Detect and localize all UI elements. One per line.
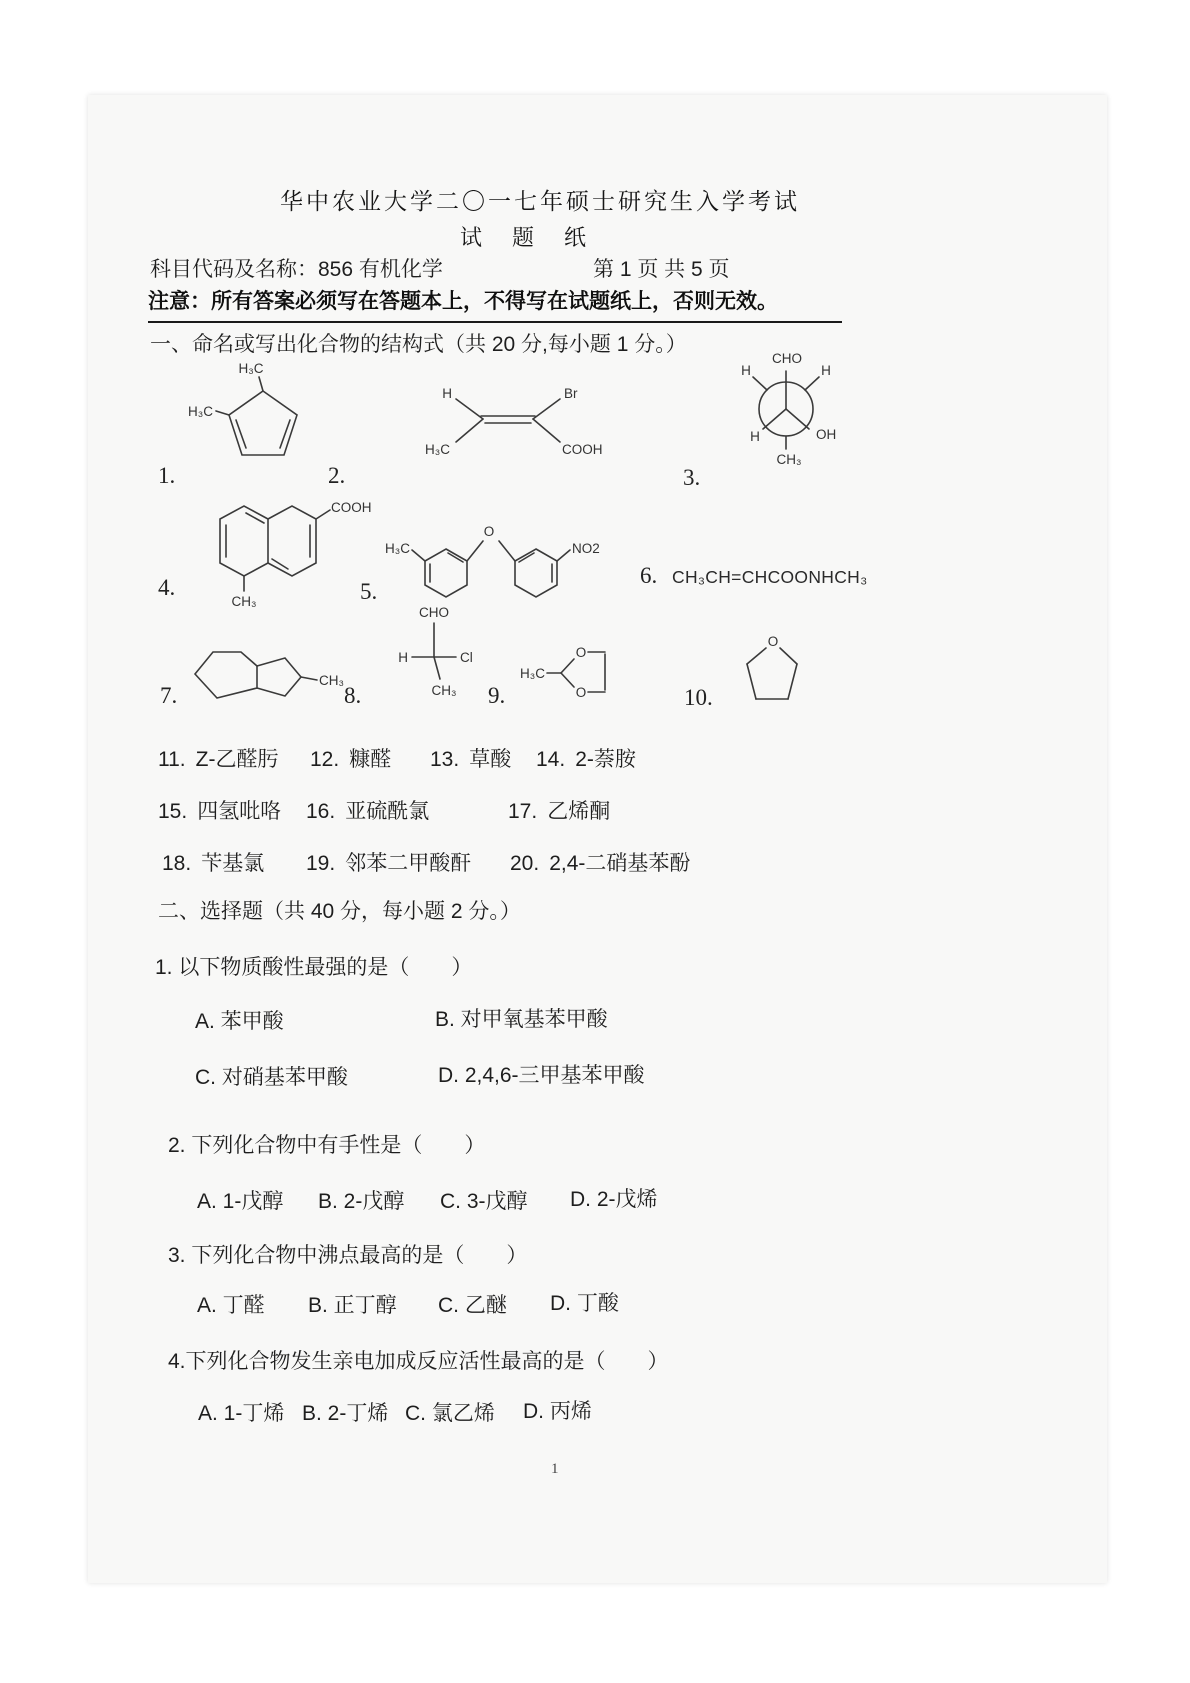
structure-9-diagram-dioxolane (513, 633, 628, 715)
question-4: 4.下列化合物发生亲电加成反应活性最高的是（ ） (168, 1350, 669, 1373)
question-3: 3. 下列化合物中沸点最高的是（ ） (168, 1244, 528, 1267)
item-text: Z-乙醛肟 (195, 748, 279, 771)
named-item-16 (306, 795, 429, 825)
atom-label: H (750, 429, 760, 444)
question-3-option-a: A. 丁醛 (197, 1294, 265, 1317)
structure-10-diagram-thf (733, 631, 811, 715)
item-text: 乙烯酮 (547, 800, 611, 823)
item-number: 18. (162, 852, 192, 875)
item-text: 四氢吡咯 (197, 800, 282, 823)
exam-page (88, 95, 1107, 1583)
exam-notice: 注意：所有答案必须写在答题本上，不得写在试题纸上，否则无效。 (148, 285, 842, 323)
atom-label: H₃C (188, 404, 213, 419)
item-number: 15. (158, 800, 188, 823)
structure-7-diagram-bicyclic (183, 640, 348, 712)
question-1-option-b: B. 对甲氧基苯甲酸 (435, 1008, 608, 1031)
atom-label: H₃C (238, 361, 264, 376)
named-item-20 (510, 847, 690, 877)
question-4-option-c: C. 氯乙烯 (405, 1402, 495, 1425)
item-text: 2,4-二硝基苯酚 (549, 852, 691, 875)
item-number: 11. (158, 748, 186, 771)
structure-2-number: 2. (328, 463, 346, 488)
question-4-option-d: D. 丙烯 (523, 1400, 592, 1423)
named-item-13 (430, 743, 511, 773)
structure-10-number: 10. (684, 685, 713, 710)
page-number: 1 (551, 1461, 559, 1477)
page-title: 华中农业大学二〇一七年硕士研究生入学考试 (280, 188, 800, 214)
question-1-option-a: A. 苯甲酸 (195, 1010, 284, 1033)
item-text: 苄基氯 (201, 852, 265, 875)
item-number: 13. (430, 748, 460, 771)
named-item-18 (162, 847, 264, 877)
structure-8-diagram-fischer (380, 603, 485, 715)
item-number: 19. (306, 852, 336, 875)
named-item-17 (508, 795, 610, 825)
atom-label: COOH (331, 500, 372, 515)
subject-line: 科目代码及名称：856 有机化学 (150, 258, 443, 281)
structure-4-number: 4. (158, 575, 176, 600)
question-4-option-a: A. 1-丁烯 (198, 1402, 285, 1425)
question-2-option-d: D. 2-戊烯 (570, 1188, 658, 1211)
question-1-option-d: D. 2,4,6-三甲基苯甲酸 (438, 1064, 645, 1087)
atom-label: CH₃ (431, 683, 457, 698)
item-number: 16. (306, 800, 336, 823)
structure-5-number: 5. (360, 579, 378, 604)
question-3-option-b: B. 正丁醇 (308, 1294, 397, 1317)
atom-label: H (398, 650, 408, 665)
atom-label: O (575, 685, 587, 700)
page-subtitle: 试题纸 (460, 225, 617, 250)
item-text: 2-萘胺 (575, 748, 636, 771)
atom-label: O (575, 645, 587, 660)
named-item-11 (158, 743, 278, 773)
question-4-option-b: B. 2-丁烯 (302, 1402, 389, 1425)
structure-8-number: 8. (344, 683, 362, 708)
structure-3-number: 3. (683, 465, 701, 490)
named-item-19 (306, 847, 471, 877)
question-1-option-c: C. 对硝基苯甲酸 (195, 1066, 348, 1089)
question-3-option-c: C. 乙醚 (438, 1294, 507, 1317)
section1-heading: 一、命名或写出化合物的结构式（共 20 分,每小题 1 分。） (150, 333, 687, 356)
item-number: 17. (508, 800, 538, 823)
atom-label: H (741, 363, 751, 378)
atom-label: H (442, 386, 452, 401)
item-text: 亚硫酰氯 (345, 800, 430, 823)
atom-label: CH₃ (319, 673, 344, 688)
structure-1-diagram-cyclopentadiene (183, 357, 343, 482)
structure-1-number: 1. (158, 463, 176, 488)
atom-label: CHO (419, 605, 449, 620)
atom-label: CH₃ (776, 452, 802, 467)
atom-label: NO2 (572, 541, 600, 556)
structure-5-diagram-diphenyl-ether (385, 519, 600, 614)
atom-label: H₃C (385, 541, 410, 556)
atom-label: OH (816, 427, 837, 442)
question-2-option-b: B. 2-戊醇 (318, 1190, 405, 1213)
item-text: 糠醛 (349, 748, 392, 771)
named-item-14 (536, 743, 636, 773)
named-item-12 (310, 743, 391, 773)
page-info: 第 1 页 共 5 页 (593, 258, 730, 281)
structure-6-number: 6. (640, 563, 658, 588)
atom-label: O (767, 634, 779, 649)
atom-label: H₃C (520, 666, 545, 681)
item-text: 草酸 (469, 748, 512, 771)
item-text: 邻苯二甲酸酐 (345, 852, 472, 875)
atom-label: H₃C (425, 442, 450, 457)
item-number: 12. (310, 748, 340, 771)
named-item-15 (158, 795, 281, 825)
atom-label: Cl (460, 650, 473, 665)
question-3-option-d: D. 丁酸 (550, 1292, 619, 1315)
question-2-option-c: C. 3-戊醇 (440, 1190, 528, 1213)
structure-3-diagram-newman (716, 345, 856, 480)
section2-heading: 二、选择题（共 40 分，每小题 2 分。） (158, 900, 521, 923)
atom-label: O (483, 524, 495, 539)
structure-9-number: 9. (488, 683, 506, 708)
question-2: 2. 下列化合物中有手性是（ ） (168, 1134, 486, 1157)
structure-6-formula: CH₃CH=CHCOONHCH₃ (672, 567, 868, 587)
atom-label: Br (564, 386, 578, 401)
atom-label: COOH (562, 442, 603, 457)
structure-4-diagram-naphthalene (180, 493, 372, 615)
structure-2-diagram-alkene (388, 380, 603, 470)
atom-label: CHO (772, 351, 802, 366)
atom-label: CH₃ (231, 594, 257, 609)
item-number: 14. (536, 748, 566, 771)
question-1: 1. 以下物质酸性最强的是（ ） (155, 956, 473, 979)
structure-7-number: 7. (160, 683, 178, 708)
atom-label: H (821, 363, 831, 378)
question-2-option-a: A. 1-戊醇 (197, 1190, 284, 1213)
item-number: 20. (510, 852, 540, 875)
